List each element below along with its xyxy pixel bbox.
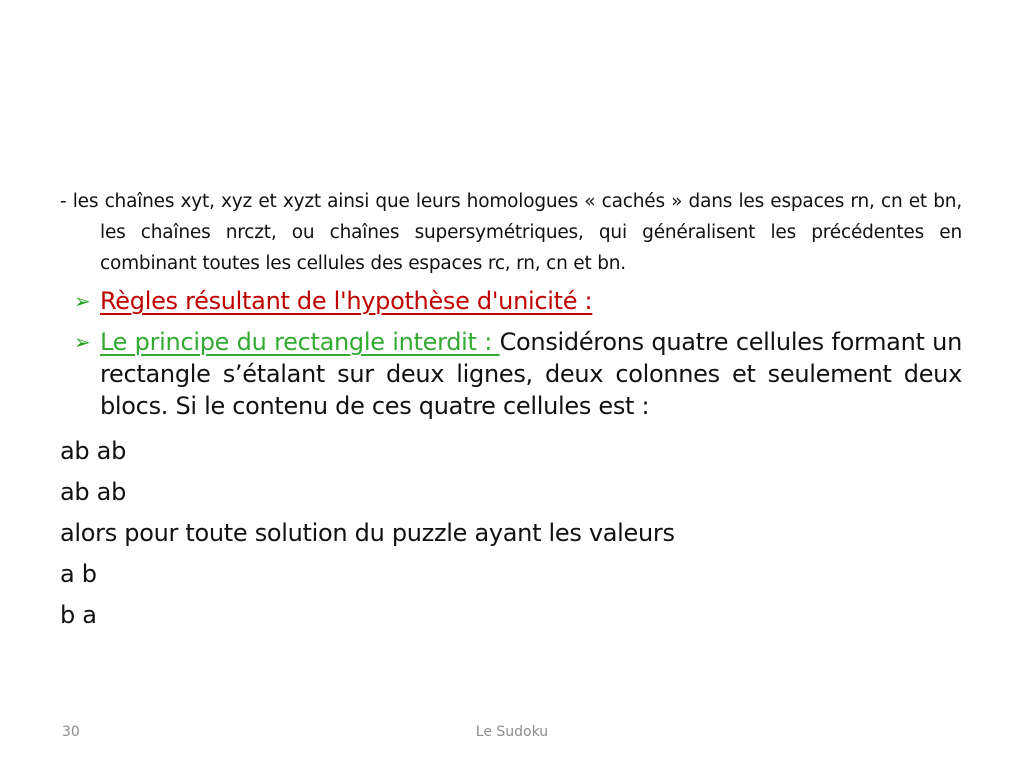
text-line-2: ab ab xyxy=(60,478,127,506)
bullet-uniqueness-rules xyxy=(60,285,962,317)
footer-title: Le Sudoku xyxy=(475,724,549,740)
bullet-heading-rectangle: Le principe du rectangle interdit : xyxy=(100,328,500,356)
slide-content xyxy=(60,186,962,636)
bullet-heading-uniqueness: Règles résultant de l'hypothèse d'unicité : xyxy=(100,287,593,315)
text-line-3: alors pour toute solution du puzzle ayant les valeurs xyxy=(60,519,675,547)
arrow-bullet-icon: ➢ xyxy=(74,330,91,354)
page-number: 30 xyxy=(62,724,80,740)
bullet-text-rectangle: Considérons quatre cellules formant un rectangle s’étalant sur deux lignes, deux colonnes et seulement deux blocs. Si le contenu de ces quatre cellules est : xyxy=(100,328,962,420)
text-line-5: b a xyxy=(60,601,97,629)
intro-paragraph: - les chaînes xyt, xyz et xyzt ainsi que leurs homologues « cachés » dans les espaces rn, cn et bn, les chaînes nrczt, ou chaînes supersymétriques, qui généralisent les précédentes en combinant toutes les cellules des espaces rc, rn, cn et bn. xyxy=(60,191,962,274)
text-line-4: a b xyxy=(60,560,97,588)
bullet-forbidden-rectangle xyxy=(60,326,962,422)
text-line-1: ab ab xyxy=(60,437,127,465)
arrow-bullet-icon: ➢ xyxy=(74,289,91,313)
